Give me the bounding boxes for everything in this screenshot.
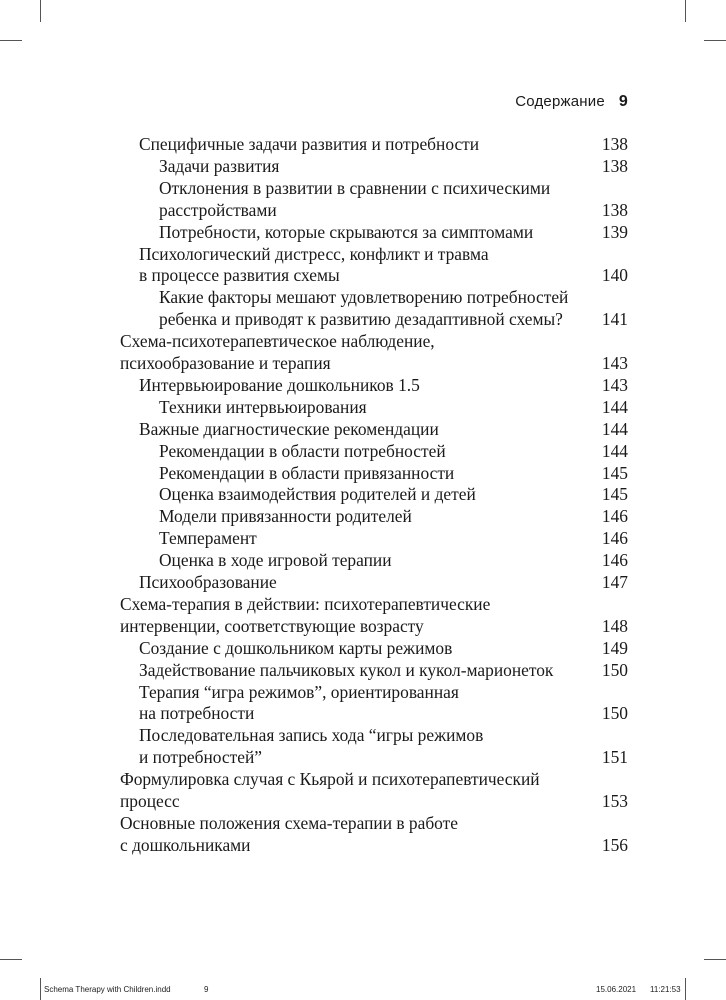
toc-entry-text: Техники интервьюирования — [159, 396, 367, 417]
toc-entry-text: интервенции, соответствующие возрасту — [120, 615, 424, 636]
toc-entry-page: 145 — [601, 462, 628, 483]
toc-entry-page: 148 — [601, 615, 628, 636]
toc-entry-text: ребенка и приводят к развитию дезадаптивной схемы? — [159, 309, 563, 330]
toc-entry-text: Потребности, которые скрываются за симптомами — [159, 221, 534, 242]
toc-entry-text: Отклонения в развитии в сравнении с психическими — [159, 177, 551, 198]
slug-date: 15.06.2021 — [596, 985, 637, 994]
toc-entry-page: 146 — [601, 528, 628, 549]
toc-entry-text: процесс — [120, 791, 180, 811]
toc-entry-text: Психологический дистресс, конфликт и травма — [139, 243, 489, 264]
toc-entry-page: 149 — [601, 637, 628, 658]
slug-time: 11:21:53 — [650, 985, 681, 994]
toc-entry-page: 143 — [601, 353, 628, 373]
toc-entry-page: 144 — [601, 418, 628, 439]
toc-entry-page: 138 — [601, 134, 628, 154]
toc-entry-page: 138 — [601, 155, 628, 176]
toc-entry-page: 151 — [601, 747, 628, 768]
toc-entry-text: Интервьюирование дошкольников 1.5 — [139, 374, 420, 395]
toc-entry-page: 146 — [601, 550, 628, 571]
toc-entry-text: Модели привязанности родителей — [159, 506, 412, 527]
toc-entry-text: Оценка в ходе игровой терапии — [159, 550, 392, 571]
toc-entry-page: 145 — [601, 484, 628, 505]
toc-entry-page: 144 — [601, 396, 628, 417]
toc-entry-text: расстройствами — [159, 199, 277, 220]
print-slug — [0, 985, 726, 997]
toc-entry-text: Последовательная запись хода “игры режимов — [139, 725, 484, 746]
toc-entry-page: 143 — [601, 374, 628, 395]
toc-entry-page: 141 — [601, 309, 628, 330]
toc-entry-text: Важные диагностические рекомендации — [139, 418, 439, 439]
toc-entry-text: с дошкольниками — [120, 834, 251, 855]
toc-entry-text: Основные положения схема-терапии в работе — [120, 812, 458, 833]
toc-entry-page: 153 — [601, 791, 628, 811]
toc-entry-page: 138 — [601, 199, 628, 220]
toc-entry-page: 147 — [601, 572, 628, 592]
toc-entry-text: Рекомендации в области привязанности — [159, 462, 455, 483]
toc-entry-text: Схема-терапия в действии: психотерапевтические — [120, 593, 491, 614]
toc-entry-page: 150 — [601, 703, 628, 724]
slug-page: 9 — [204, 985, 209, 994]
toc-entry-text: Создание с дошкольником карты режимов — [139, 637, 453, 658]
toc-entry-text: Специфичные задачи развития и потребности — [139, 134, 480, 154]
toc-entry-text: психообразование и терапия — [120, 353, 331, 373]
toc-entry-text: Задачи развития — [159, 155, 280, 176]
toc-entry-page: 140 — [601, 265, 628, 286]
crop-mark — [704, 959, 726, 960]
crop-mark — [0, 959, 22, 960]
running-header — [515, 93, 628, 111]
toc-entry-text: в процессе развития схемы — [139, 265, 340, 286]
running-header-title: Содержание — [515, 93, 605, 110]
toc-entry-text: и потребностей” — [139, 747, 262, 768]
toc-entry-page: 146 — [601, 506, 628, 527]
toc-entry-text: Темперамент — [159, 528, 257, 549]
toc-entry-text: Какие факторы мешают удовлетворению потребностей — [159, 287, 569, 308]
toc-entry-text: Терапия “игра режимов”, ориентированная — [139, 681, 459, 702]
toc-entry-page: 144 — [601, 440, 628, 461]
slug-filename: Schema Therapy with Children.indd — [44, 985, 171, 994]
toc-entry-text: Задействование пальчиковых кукол и кукол-марионеток — [139, 659, 554, 680]
toc-entry-page: 139 — [601, 221, 628, 242]
toc-entry-page: 156 — [601, 834, 628, 855]
toc-entry-text: Схема-психотерапевтическое наблюдение, — [120, 331, 435, 352]
toc-entry-text: Рекомендации в области потребностей — [159, 440, 446, 461]
toc-entry-text: Оценка взаимодействия родителей и детей — [159, 484, 476, 505]
page-number: 9 — [618, 93, 628, 110]
toc-entry-text: Формулировка случая с Кьярой и психотерапевтический — [120, 769, 540, 790]
crop-mark — [704, 40, 726, 41]
toc-entry-text: Психообразование — [139, 572, 277, 592]
crop-mark — [685, 0, 686, 22]
toc-entry-text: на потребности — [139, 703, 255, 724]
crop-mark — [0, 40, 22, 41]
toc-entry-page: 150 — [601, 659, 628, 680]
crop-mark — [40, 0, 41, 22]
